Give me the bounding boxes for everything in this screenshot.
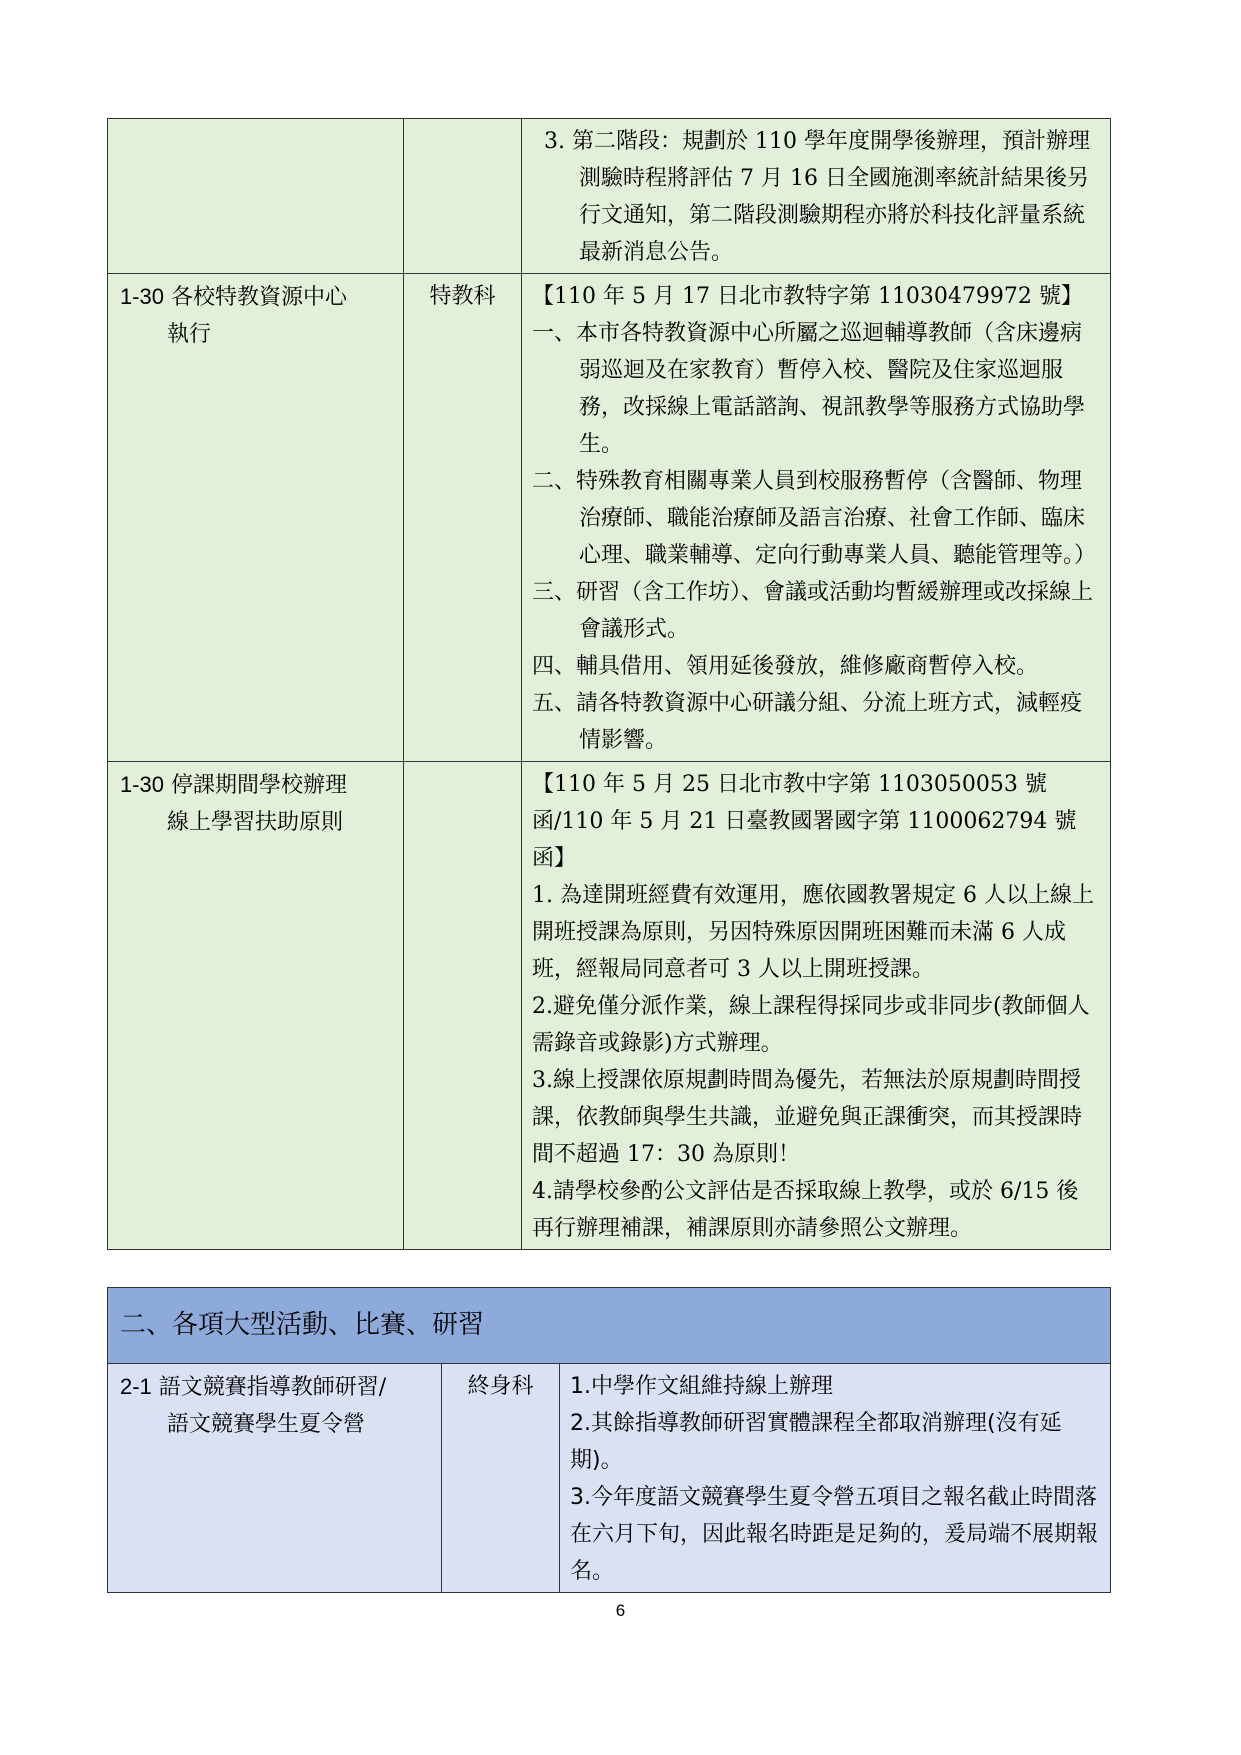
item-title-cont: 語文競賽學生夏令營 — [167, 1412, 366, 1437]
table-row — [108, 1364, 1111, 1593]
document-reference: 【110 年 5 月 25 日北市教中字第 1103050053 號函/110 年 5 月 21 日臺教國署國字第 1100062794 號函】 — [532, 772, 1077, 871]
activities-table — [107, 1287, 1111, 1593]
table-row — [108, 274, 1111, 762]
content-cell — [522, 274, 1111, 762]
item-title: 各校特教資源中心 — [171, 285, 348, 310]
content-point: 1. 為達開班經費有效運用，應依國教署規定 6 人以上線上開班授課為原則，另因特殊原因開班困難而未滿 6 人成班，經報局同意者可 3 人以上開班授課。 — [532, 883, 1094, 982]
table-row — [108, 762, 1111, 1250]
dept-cell — [404, 119, 522, 274]
item-cell — [108, 119, 404, 274]
item-title-cont: 執行 — [167, 322, 212, 347]
content-point: 2.其餘指導教師研習實體課程全都取消辦理(沒有延期)。 — [570, 1411, 1062, 1473]
item-code: 2-1 — [120, 1374, 152, 1399]
content-point: 4.請學校參酌公文評估是否採取線上教學，或於 6/15 後再行辦理補課，補課原則亦請參照公文辦理。 — [532, 1179, 1079, 1241]
content-point: 二、特殊教育相關專業人員到校服務暫停（含醫師、物理治療師、職能治療師及語言治療、社會工作師、臨床心理、職業輔導、定向行動專業人員、聽能管理等。） — [532, 469, 1097, 568]
document-reference: 【110 年 5 月 17 日北市教特字第 11030479972 號】 — [532, 284, 1083, 309]
content-point: 3.今年度語文競賽學生夏令營五項目之報名截止時間落在六月下旬，因此報名時距是足夠的，爰局端不展期報名。 — [570, 1485, 1099, 1584]
content-point: 1.中學作文組維持線上辦理 — [570, 1374, 833, 1399]
content-point: 一、本市各特教資源中心所屬之巡迴輔導教師（含床邊病弱巡迴及在家教育）暫停入校、醫院及住家巡迴服務，改採線上電話諮詢、視訊教學等服務方式協助學生。 — [532, 321, 1086, 457]
content-point: 3.線上授課依原規劃時間為優先，若無法於原規劃時間授課，依教師與學生共識，並避免與正課衝突，而其授課時間不超過 17：30 為原則！ — [532, 1068, 1083, 1167]
content-point: 3. 第二階段：規劃於 110 學年度開學後辦理，預計辦理測驗時程將評估 7 月 16 日全國施測率統計結果後另行文通知，第二階段測驗期程亦將於科技化評量系統最新消息公告。 — [544, 129, 1090, 265]
section-header-row — [108, 1288, 1111, 1364]
item-title: 語文競賽指導教師研習/ — [158, 1375, 387, 1400]
item-code: 1-30 — [120, 772, 165, 797]
item-cell — [108, 274, 404, 762]
content-point: 三、研習（含工作坊）、會議或活動均暫緩辦理或改採線上會議形式。 — [532, 580, 1094, 642]
item-cell — [108, 1364, 442, 1593]
page-number: 6 — [615, 1601, 626, 1620]
table-row — [108, 119, 1111, 274]
item-title-cont: 線上學習扶助原則 — [167, 810, 344, 835]
content-cell — [522, 119, 1111, 274]
content-point: 四、輔具借用、領用延後發放，維修廠商暫停入校。 — [532, 654, 1039, 679]
section-title: 二、各項大型活動、比賽、研習 — [120, 1310, 485, 1340]
item-cell — [108, 762, 404, 1250]
item-title: 停課期間學校辦理 — [171, 773, 348, 798]
content-cell — [522, 762, 1111, 1250]
dept-cell: 特教科 — [404, 274, 522, 762]
content-point: 五、請各特教資源中心研議分組、分流上班方式，減輕疫情影響。 — [532, 691, 1083, 753]
content-point: 2.避免僅分派作業，線上課程得採同步或非同步(教師個人需錄音或錄影)方式辦理。 — [532, 994, 1090, 1056]
item-code: 1-30 — [120, 284, 165, 309]
dept-cell: 終身科 — [442, 1364, 560, 1593]
section-header-cell — [108, 1288, 1111, 1364]
covid-measures-table — [107, 118, 1111, 1250]
dept-cell — [404, 762, 522, 1250]
content-cell — [560, 1364, 1111, 1593]
